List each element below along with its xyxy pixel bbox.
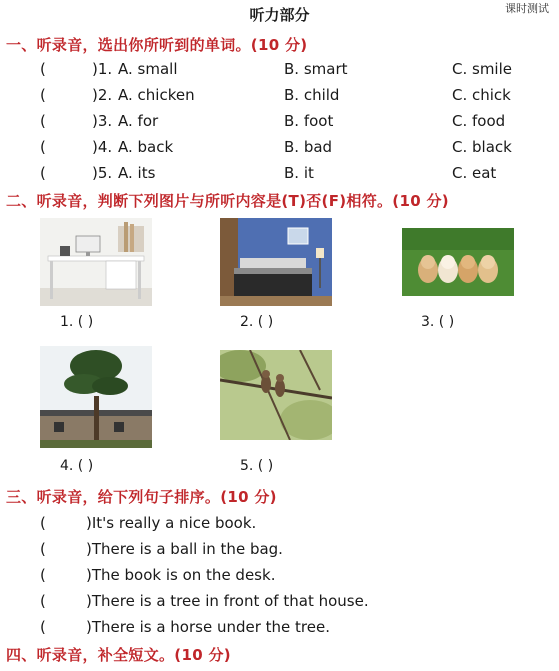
- page-title: 听力部分: [249, 6, 310, 24]
- picture-caption-1[interactable]: 1. ( ): [60, 314, 94, 330]
- answer-paren[interactable]: (: [40, 112, 46, 130]
- corner-label: 课时测试: [505, 2, 549, 15]
- bedroom-photo: [220, 218, 332, 306]
- puppies-photo: [402, 228, 514, 296]
- option-b: B. foot: [284, 112, 334, 130]
- answer-paren[interactable]: (: [40, 566, 46, 584]
- section4-heading: 四、听录音，补全短文。(10 分): [6, 646, 231, 664]
- answer-paren[interactable]: (: [40, 164, 46, 182]
- sentence-text: )It's really a nice book.: [86, 514, 257, 532]
- answer-paren[interactable]: (: [40, 540, 46, 558]
- picture-caption-3[interactable]: 3. ( ): [421, 314, 455, 330]
- option-b: B. it: [284, 164, 314, 182]
- question-number: )2.: [92, 86, 113, 104]
- question-number: )4.: [92, 138, 113, 156]
- option-a: A. for: [118, 112, 159, 130]
- section2-heading: 二、听录音，判断下列图片与所听内容是(T)否(F)相符。(10 分): [6, 192, 449, 210]
- option-c: C. food: [452, 112, 506, 130]
- answer-paren[interactable]: (: [40, 618, 46, 636]
- option-c: C. black: [452, 138, 512, 156]
- section3-heading: 三、听录音，给下列句子排序。(10 分): [6, 488, 277, 506]
- sentence-text: )There is a ball in the bag.: [86, 540, 283, 558]
- picture-caption-4[interactable]: 4. ( ): [60, 458, 94, 474]
- picture-caption-5[interactable]: 5. ( ): [240, 458, 274, 474]
- sentence-text: )There is a tree in front of that house.: [86, 592, 369, 610]
- question-number: )5.: [92, 164, 113, 182]
- option-b: B. bad: [284, 138, 333, 156]
- section1-heading: 一、听录音，选出你所听到的单词。(10 分): [6, 36, 308, 54]
- house-tree-photo: [40, 346, 152, 448]
- answer-paren[interactable]: (: [40, 86, 46, 104]
- answer-paren[interactable]: (: [40, 60, 46, 78]
- question-number: )3.: [92, 112, 113, 130]
- answer-paren[interactable]: (: [40, 592, 46, 610]
- option-b: B. child: [284, 86, 340, 104]
- answer-paren[interactable]: (: [40, 138, 46, 156]
- option-c: C. chick: [452, 86, 511, 104]
- sentence-text: )The book is on the desk.: [86, 566, 276, 584]
- option-b: B. smart: [284, 60, 348, 78]
- sentence-text: )There is a horse under the tree.: [86, 618, 330, 636]
- option-a: A. back: [118, 138, 174, 156]
- option-a: A. its: [118, 164, 156, 182]
- birds-tree-photo: [220, 350, 332, 440]
- desk-photo: [40, 218, 152, 306]
- question-number: )1.: [92, 60, 113, 78]
- option-a: A. small: [118, 60, 178, 78]
- option-c: C. eat: [452, 164, 497, 182]
- picture-caption-2[interactable]: 2. ( ): [240, 314, 274, 330]
- option-a: A. chicken: [118, 86, 195, 104]
- option-c: C. smile: [452, 60, 512, 78]
- answer-paren[interactable]: (: [40, 514, 46, 532]
